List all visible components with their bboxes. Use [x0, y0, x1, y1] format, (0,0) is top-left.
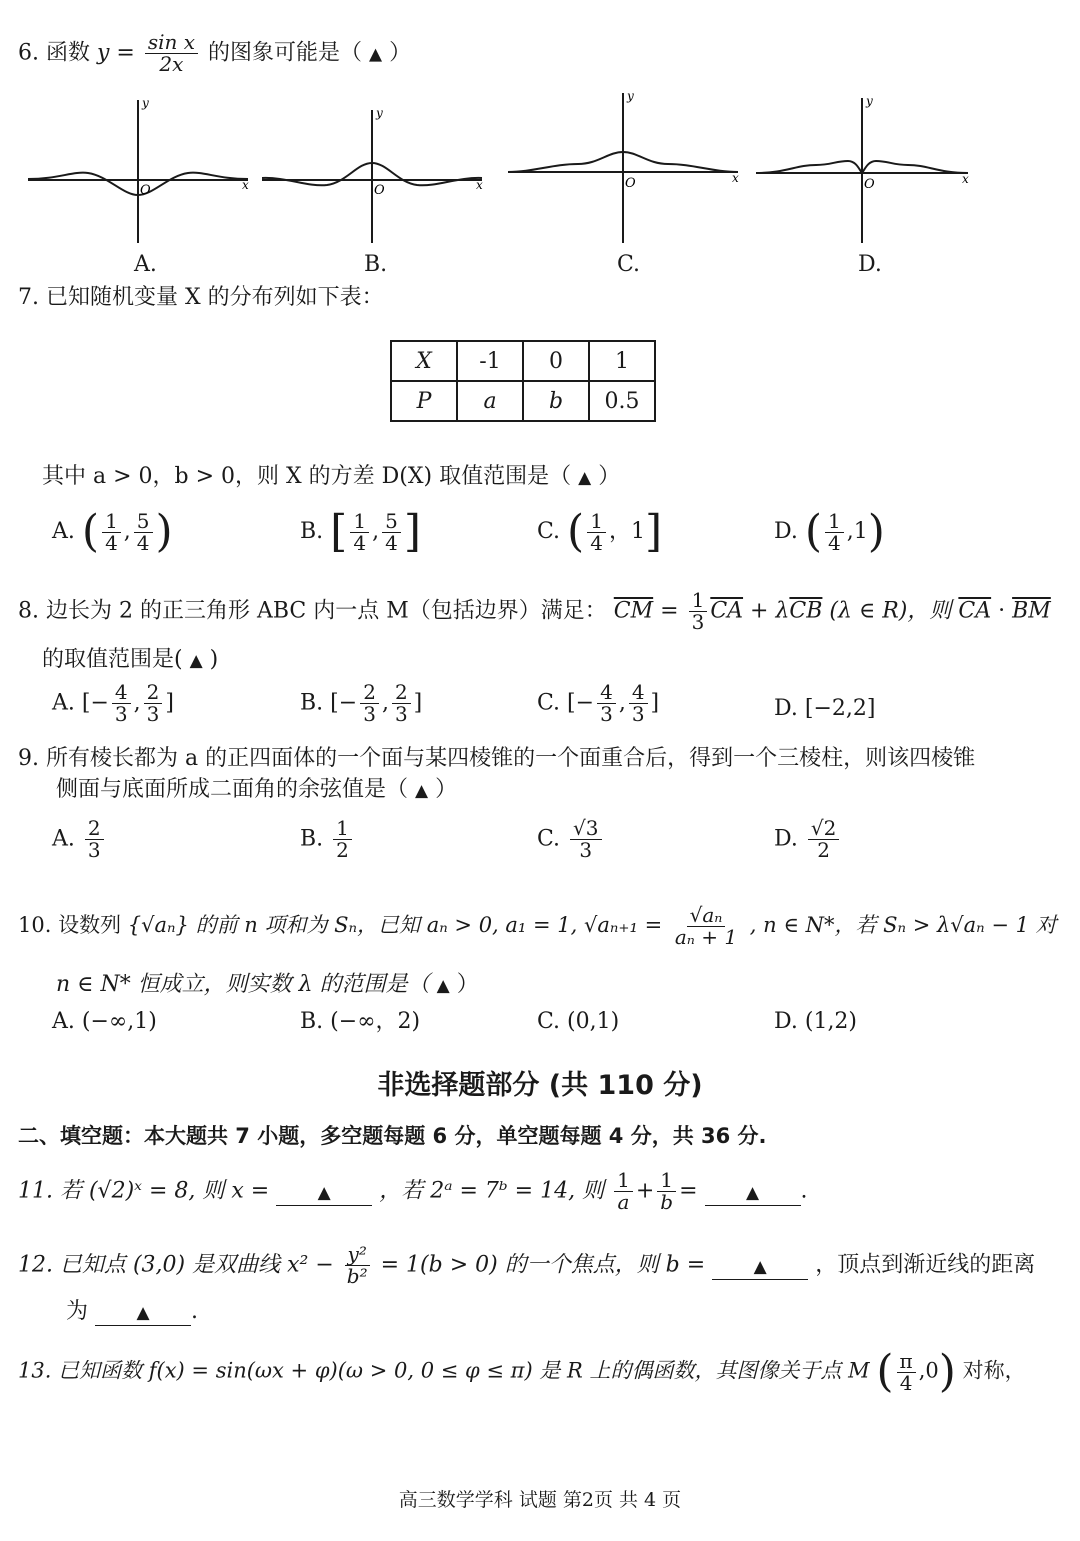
table-cell: a [457, 381, 523, 421]
q13-stem: 13. 已知函数 f(x) = sin(ωx + φ)(ω > 0, 0 ≤ φ ≤ π) 是 R 上的偶函数，其图像关于点 M ( $\frac{\pi}{4}$ ,0) 对称， [18, 1346, 1026, 1397]
q7-stem: 7. 已知随机变量 X 的分布列如下表： [18, 285, 384, 310]
graph-b-x: x [476, 178, 483, 192]
answer-marker: ▲ [745, 1182, 760, 1203]
vector-cm: $\overline{CM}$ [613, 598, 654, 624]
answer-marker: ▲ [415, 781, 429, 801]
graph-b-o: O [374, 183, 385, 198]
table-cell: 0.5 [589, 381, 655, 421]
q8-option-b: B. [− $\frac{2}{3}$ , $\frac{2}{3}$ ] [300, 680, 423, 726]
vector-ca: $\overline{CA}$ [710, 598, 744, 624]
q8-stem: 8. 边长为 2 的正三角形 ABC 内一点 M（包括边界）满足： $\overline{CM}$ = $\frac{1}{3}$ $\overline{CA} + \lambda\overline{CB}$ (λ ∈ R)，则 $\overline{CA} \cdot \overline{BM}$ [18, 588, 1051, 634]
graph-d-y: y [866, 94, 873, 108]
part2-header: 二、填空题：本大题共 7 小题，多空题每题 6 分，单空题每题 4 分，共 36 分. [18, 1124, 767, 1148]
graph-a-x: x [242, 178, 249, 192]
answer-marker: ▲ [317, 1182, 331, 1203]
table-cell: -1 [457, 341, 523, 381]
graph-d [756, 93, 976, 245]
q7-option-a: A. ( $\frac{1}{4}$ , $\frac{5}{4}$ ) [52, 506, 173, 557]
answer-marker: ▲ [136, 1303, 150, 1323]
graph-a-y: y [142, 96, 149, 110]
q10-stem: 10. 设数列 {√aₙ} 的前 n 项和为 Sₙ，已知 aₙ > 0, a₁ = 1, √aₙ₊₁ = $\frac{\text{√aₙ}}{\text{aₙ + 1}}$ , n ∈ N*，若 Sₙ > λ√aₙ − 1 对 [18, 903, 1057, 949]
q9-option-a: A. $\frac{2}{3}$ [52, 818, 107, 861]
answer-blank[interactable] [95, 1300, 191, 1326]
q10-stem-2: n ∈ N* 恒成立，则实数 λ 的范围是（ ▲ ） [56, 972, 479, 997]
q7-option-b: B. [ $\frac{1}{4}$ , $\frac{5}{4}$ ] [300, 506, 421, 557]
q9-stem-2: 侧面与底面所成二面角的余弦值是（ ▲ ） [56, 777, 458, 802]
graph-c-x: x [732, 171, 739, 185]
q11-stem: 11. 若 (√2)ˣ = 8, 则 x = ▲ ，若 2ᵃ = 7ᵇ = 14, 则 $\frac{1}{a}$ + $\frac{1}{b}$ = ▲ . [18, 1168, 808, 1214]
graph-c-y: y [627, 89, 634, 103]
graph-c-o: O [625, 176, 636, 191]
graph-c [508, 88, 743, 245]
q10-option-d: D. (1,2) [774, 1009, 858, 1034]
page-footer: 高三数学学科 试题 第2页 共 4 页 [398, 1489, 682, 1511]
table-cell: 1 [589, 341, 655, 381]
q8-stem-2: 的取值范围是( ▲ ) [42, 647, 219, 672]
answer-marker: ▲ [436, 976, 450, 996]
q12-stem: 12. 已知点 (3,0) 是双曲线 x² − $\frac{\text{y²}}{\text{b²}}$ = 1(b > 0) 的一个焦点，则 b = ▲ ，顶点到渐近线的距离 [18, 1242, 1036, 1288]
q7-condition: 其中 a > 0，b > 0，则 X 的方差 D(X) 取值范围是（ ▲ ） [42, 464, 621, 489]
graph-b [262, 105, 487, 245]
table-cell: b [523, 381, 589, 421]
q6-stem: 6. 函数 y = $\frac{\text{sin x}}{2x}$ 的图象可能是（ ▲ ） [18, 30, 412, 76]
q12-stem-2: 为 ▲ . [66, 1299, 199, 1324]
graph-b-y: y [376, 106, 383, 120]
answer-blank[interactable] [276, 1180, 372, 1206]
vector-ca2: $\overline{CA}$ [958, 598, 992, 624]
q8-option-c: C. [− $\frac{4}{3}$ , $\frac{4}{3}$ ] [537, 680, 660, 726]
q10-option-b: B. (−∞，2) [300, 1009, 421, 1034]
q9-option-d: D. $\frac{√2}{2}$ [774, 818, 842, 861]
table-cell: 0 [523, 341, 589, 381]
q9-option-c: C. $\frac{√3}{3}$ [537, 818, 605, 861]
q8-option-a: A. [− $\frac{4}{3}$ , $\frac{2}{3}$ ] [52, 680, 174, 726]
graph-d-label: D. [858, 252, 882, 277]
vector-cb: $\overline{CB}$ [789, 598, 823, 624]
graph-d-x: x [962, 172, 969, 186]
q9-stem: 9. 所有棱长都为 a 的正四面体的一个面与某四棱锥的一个面重合后，得到一个三棱柱，则该四棱锥 [18, 746, 976, 771]
graph-a [28, 95, 253, 245]
q8-option-d: D. [−2,2] [774, 696, 876, 721]
q9-option-b: B. $\frac{1}{2}$ [300, 818, 355, 861]
table-cell: X [391, 341, 457, 381]
table-cell: P [391, 381, 457, 421]
graph-c-label: C. [617, 252, 641, 277]
distribution-table [390, 340, 656, 422]
q10-option-a: A. (−∞,1) [52, 1009, 157, 1034]
q6-fraction: $\frac{\text{sin x}}{2x}$ [145, 32, 198, 75]
q7-option-d: D. ( $\frac{1}{4}$ ,1) [774, 506, 885, 557]
q7-option-c: C. ( $\frac{1}{4}$ ，1] [537, 506, 663, 557]
table-row [391, 341, 655, 381]
graph-b-label: B. [364, 252, 388, 277]
answer-blank[interactable] [712, 1254, 808, 1280]
graph-d-o: O [864, 177, 875, 192]
q10-option-c: C. (0,1) [537, 1009, 620, 1034]
answer-blank[interactable] [705, 1180, 801, 1206]
answer-marker: ▲ [189, 651, 203, 671]
answer-marker: ▲ [578, 468, 592, 488]
graph-a-label: A. [134, 252, 157, 277]
table-row [391, 381, 655, 421]
graph-a-o: O [140, 183, 151, 198]
answer-marker: ▲ [753, 1256, 767, 1277]
answer-marker: ▲ [369, 44, 383, 65]
section-title: 非选择题部分 (共 110 分) [377, 1070, 703, 1101]
vector-bm: $\overline{BM}$ [1012, 598, 1051, 624]
